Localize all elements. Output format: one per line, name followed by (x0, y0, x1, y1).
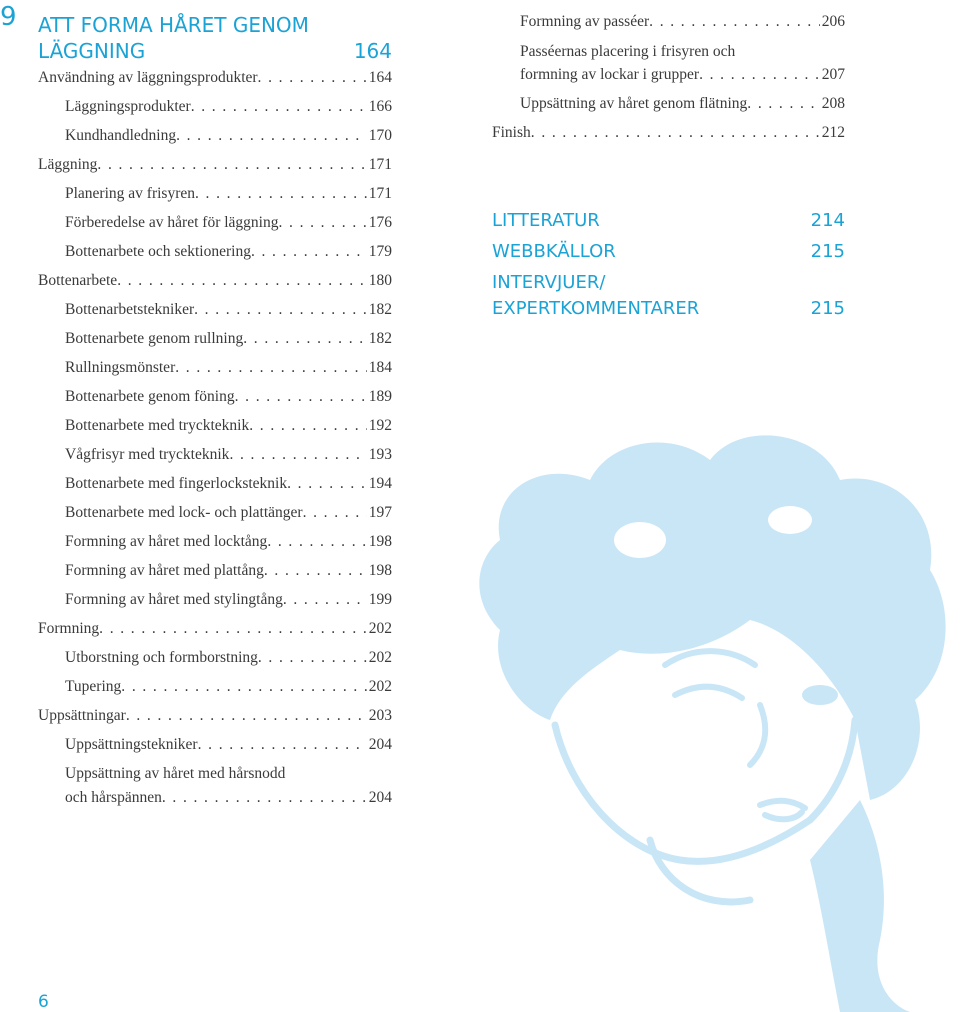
toc-entry-label: Tupering (65, 678, 122, 695)
dot-leader (249, 414, 367, 438)
toc-entry-page: 202 (368, 678, 392, 695)
dot-leader (198, 733, 367, 757)
dot-leader (264, 559, 367, 583)
toc-entry-page: 204 (368, 789, 392, 806)
toc-entry[interactable] (38, 646, 392, 670)
dot-leader (303, 501, 367, 525)
toc-entry-page: 170 (368, 127, 392, 144)
toc-entry-label: Uppsättningstekniker (65, 736, 198, 753)
section-intervjuer[interactable] (492, 270, 845, 322)
toc-entry-page: 198 (368, 562, 392, 579)
toc-entry-label: formning av lockar i grupper (520, 66, 700, 83)
dot-leader (162, 786, 367, 810)
toc-entry-label: Bottenarbete med tryckteknik (65, 417, 250, 434)
toc-entry[interactable] (38, 385, 392, 409)
toc-entry[interactable] (492, 10, 845, 34)
toc-entry-label: Formning av passéer (520, 13, 650, 30)
toc-entry-page: 182 (368, 301, 392, 318)
toc-entry-label: Bottenarbete genom föning (65, 388, 235, 405)
toc-entry[interactable] (38, 786, 392, 810)
chin-line (650, 840, 750, 902)
toc-entry[interactable] (38, 443, 392, 467)
chapter-number: 9 (0, 2, 17, 32)
section-label-line1: INTERVJUER/ (492, 272, 606, 293)
toc-entry[interactable] (492, 63, 845, 87)
toc-entry-page: 171 (368, 185, 392, 202)
dot-leader (121, 675, 366, 699)
toc-entry[interactable] (38, 182, 392, 206)
toc-entry-page: 207 (821, 66, 845, 83)
chapter-title-line2: LÄGGNING (38, 39, 146, 63)
toc-entry-label-line1[interactable]: Uppsättning av håret med hårsnodd (65, 765, 286, 782)
dot-leader (747, 92, 819, 116)
toc-entry-label: Formning av håret med stylingtång (65, 591, 283, 608)
toc-entry-page: 189 (368, 388, 392, 405)
toc-entry-label: och hårspännen (65, 789, 162, 806)
toc-entry-label: Uppsättningar (38, 707, 126, 724)
section-page: 215 (810, 241, 845, 262)
toc-entry-label-line1[interactable]: Passéernas placering i frisyren och (520, 43, 736, 60)
dot-leader (283, 588, 367, 612)
curl-highlight (614, 522, 666, 558)
toc-entry-page: 206 (821, 13, 845, 30)
toc-entry[interactable] (38, 414, 392, 438)
toc-entry-label: Kundhandledning (65, 127, 177, 144)
toc-entry[interactable] (38, 327, 392, 351)
dot-leader (97, 153, 366, 177)
toc-entry-label: Planering av frisyren (65, 185, 195, 202)
dot-leader (258, 66, 367, 90)
section-label-line2: EXPERTKOMMENTARER (492, 298, 700, 319)
dot-leader (194, 298, 367, 322)
section-label (492, 270, 699, 322)
toc-entry-page: 202 (368, 649, 392, 666)
left-eye (675, 687, 742, 698)
toc-entry-label: Bottenarbete genom rullning (65, 330, 244, 347)
dot-leader (195, 182, 367, 206)
toc-entry-page: 199 (368, 591, 392, 608)
toc-entry-label: Läggning (38, 156, 98, 173)
toc-entry-page: 193 (368, 446, 392, 463)
toc-entry-label: Rullningsmönster (65, 359, 176, 376)
toc-entry-page: 171 (368, 156, 392, 173)
chapter-title (38, 12, 392, 64)
cheek-line (810, 720, 855, 820)
toc-entry-label: Bottenarbetstekniker (65, 301, 195, 318)
toc-entry-page: 192 (368, 417, 392, 434)
dot-leader (243, 327, 367, 351)
toc-entry-page: 184 (368, 359, 392, 376)
curl-highlight (768, 506, 812, 534)
dot-leader (175, 356, 367, 380)
toc-entry-page: 197 (368, 504, 392, 521)
toc-entry-label: Förberedelse av håret för läggning (65, 214, 279, 231)
toc-entry[interactable] (492, 92, 845, 116)
chapter-title-line1: ATT FORMA HÅRET GENOM (38, 13, 309, 37)
toc-entry-page: 182 (368, 330, 392, 347)
left-eyebrow (665, 651, 755, 665)
dot-leader (117, 269, 367, 293)
chapter-page: 164 (353, 39, 392, 63)
toc-entry-label: Formning (38, 620, 100, 637)
dot-leader (531, 121, 820, 145)
toc-entry-page: 179 (368, 243, 392, 260)
dot-leader (191, 95, 367, 119)
toc-entry[interactable] (38, 356, 392, 380)
dot-leader (99, 617, 367, 641)
toc-entry[interactable] (38, 472, 392, 496)
section-label: LITTERATUR (492, 210, 600, 231)
toc-entry[interactable] (38, 588, 392, 612)
section-label: WEBBKÄLLOR (492, 241, 616, 262)
dot-leader (267, 530, 366, 554)
toc-entry-page: 202 (368, 620, 392, 637)
right-eye-shape (802, 685, 838, 705)
toc-entry[interactable] (38, 298, 392, 322)
toc-entry[interactable] (38, 704, 392, 728)
toc-entry-label: Utborstning och formborstning (65, 649, 258, 666)
page-number: 6 (38, 992, 49, 1012)
toc-entry-page: 166 (368, 98, 392, 115)
dot-leader (251, 240, 367, 264)
toc-entry[interactable] (38, 95, 392, 119)
toc-entry[interactable] (38, 124, 392, 148)
dot-leader (235, 385, 367, 409)
toc-entry-label: Bottenarbete med lock- och plattänger (65, 504, 303, 521)
toc-entry[interactable] (492, 121, 845, 145)
toc-entry[interactable] (38, 617, 392, 641)
toc-entry-page: 180 (368, 272, 392, 289)
toc-entry[interactable] (38, 501, 392, 525)
toc-entry-label: Användning av läggningsprodukter (38, 69, 258, 86)
hair-shape (479, 435, 945, 800)
toc-entry-page: 198 (368, 533, 392, 550)
section-litteratur[interactable] (492, 208, 845, 234)
toc-entry[interactable] (38, 153, 392, 177)
toc-entry[interactable] (38, 240, 392, 264)
toc-entry-page: 194 (368, 475, 392, 492)
toc-entry-page: 204 (368, 736, 392, 753)
mouth-lower (765, 812, 802, 819)
toc-entry-label: Formning av håret med plattång (65, 562, 264, 579)
toc-entry[interactable] (38, 733, 392, 757)
toc-entry-page: 176 (368, 214, 392, 231)
toc-entry[interactable] (38, 675, 392, 699)
toc-entry-label: Formning av håret med locktång (65, 533, 268, 550)
toc-entry-page: 208 (821, 95, 845, 112)
toc-entry-label: Finish (492, 124, 531, 141)
section-webbkallor[interactable] (492, 239, 845, 265)
toc-entry-page: 212 (821, 124, 845, 141)
dot-leader (126, 704, 367, 728)
toc-entry-label: Vågfrisyr med tryckteknik (65, 446, 230, 463)
neck-shape (810, 800, 910, 1012)
dot-leader (258, 646, 367, 670)
toc-entry-page: 164 (368, 69, 392, 86)
dot-leader (229, 443, 366, 467)
toc-entry[interactable] (38, 211, 392, 235)
chapter-title-row (38, 38, 392, 64)
dot-leader (649, 10, 820, 34)
nose-line (750, 705, 765, 765)
toc-entry[interactable] (38, 530, 392, 554)
toc-entry-label: Bottenarbete (38, 272, 118, 289)
toc-entry[interactable] (38, 66, 392, 90)
section-page: 214 (810, 210, 845, 231)
section-page: 215 (810, 298, 845, 319)
dot-leader (699, 63, 820, 87)
face-outline (555, 725, 810, 861)
woman-portrait-illustration (460, 420, 960, 1012)
mouth-upper (760, 801, 805, 808)
toc-entry-label: Bottenarbete med fingerlocksteknik (65, 475, 288, 492)
toc-entry-label: Bottenarbete och sektionering (65, 243, 251, 260)
toc-entry-label: Uppsättning av håret genom flätning (520, 95, 748, 112)
toc-entry-page: 203 (368, 707, 392, 724)
dot-leader (176, 124, 367, 148)
toc-entry[interactable] (38, 269, 392, 293)
dot-leader (287, 472, 367, 496)
toc-entry-label: Läggningsprodukter (65, 98, 191, 115)
dot-leader (278, 211, 366, 235)
toc-entry[interactable] (38, 559, 392, 583)
